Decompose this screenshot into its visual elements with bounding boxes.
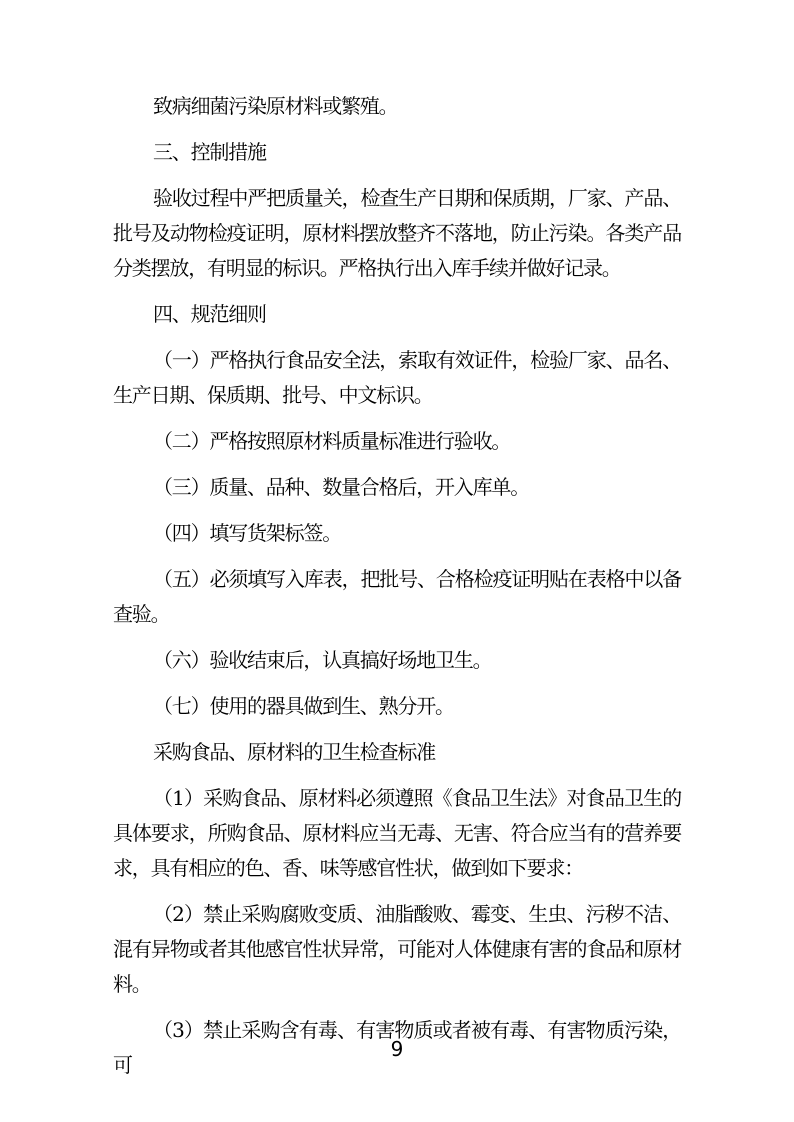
document-body [113, 89, 681, 1083]
paragraph: 验收过程中严把质量关，检查生产日期和保质期，厂家、产品、批号及动物检疫证明，原材料摆放整齐不落地，防止污染。各类产品分类摆放，有明显的标识。严格执行出入库手续并做好记录。 [113, 186, 681, 280]
page-footer [0, 1038, 794, 1060]
paragraph: （四）填写货架标签。 [153, 521, 341, 545]
paragraph: 采购食品、原材料的卫生检查标准 [153, 740, 435, 764]
paragraph: （五）必须填写入库表，把批号、合格检疫证明贴在表格中以备查验。 [113, 567, 681, 626]
paragraph: （2）禁止采购腐败变质、油脂酸败、霉变、生虫、污秽不洁、混有异物或者其他感官性状异常，可能对人体健康有害的食品和原材料。 [113, 902, 681, 996]
page-number: 9 [390, 1037, 404, 1061]
paragraph: （二）严格按照原材料质量标准进行验收。 [153, 429, 511, 453]
paragraph: （一）严格执行食品安全法，索取有效证件，检验厂家、品名、生产日期、保质期、批号、中文标识。 [113, 348, 681, 407]
paragraph: （3）禁止采购含有毒、有害物质或者被有毒、有害物质污染，可 [113, 1018, 681, 1077]
paragraph: （1）采购食品、原材料必须遵照《食品卫生法》对食品卫生的具体要求，所购食品、原材料应当无毒、无害、符合应当有的营养要求，具有相应的色、香、味等感官性状，做到如下要求： [113, 786, 681, 880]
paragraph: 四、规范细则 [153, 302, 266, 326]
paragraph: （六）验收结束后，认真搞好场地卫生。 [153, 648, 492, 672]
paragraph: （七）使用的器具做到生、熟分开。 [153, 694, 454, 718]
paragraph: 致病细菌污染原材料或繁殖。 [153, 94, 398, 118]
paragraph: 三、控制措施 [153, 140, 266, 164]
paragraph: （三）质量、品种、数量合格后，开入库单。 [153, 475, 529, 499]
